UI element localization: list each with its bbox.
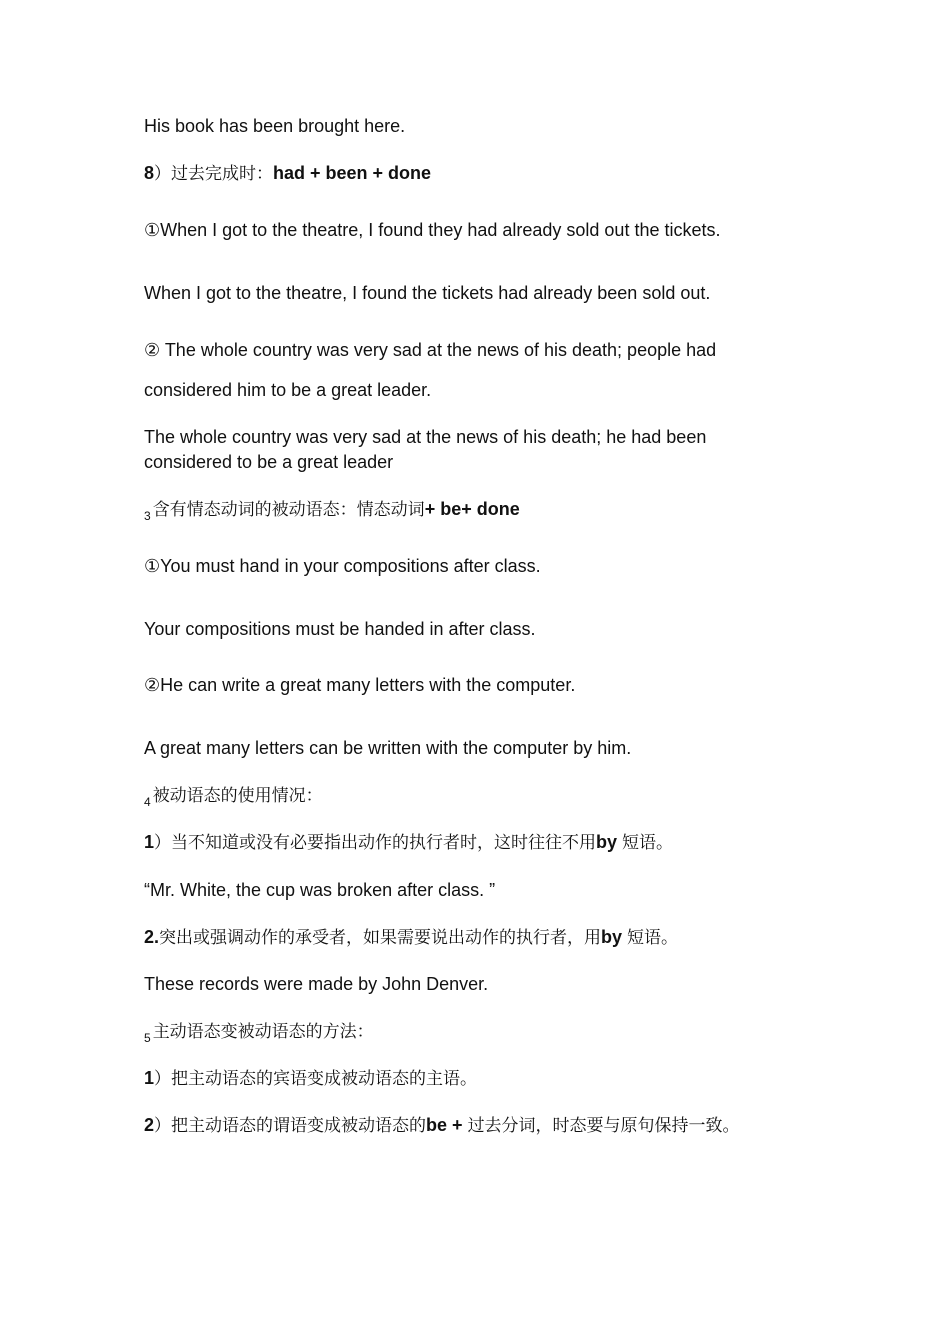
section-number: 4: [144, 795, 151, 809]
rule-item: [144, 1113, 789, 1139]
example-sentence: ②He can write a great many letters with the computer.: [144, 675, 576, 695]
formula: + be+ done: [424, 499, 520, 519]
section-number: 5: [144, 1031, 151, 1045]
rule-text: 短语。: [627, 928, 679, 948]
text-line: His book has been brought here.: [144, 116, 406, 136]
item-number: 8: [144, 163, 155, 183]
heading-text: 含有情态动词的被动语态：情态动词: [152, 500, 425, 520]
item-number: 1: [144, 832, 155, 852]
example-sentence: considered him to be a great leader.: [144, 380, 432, 400]
item-number: 2.: [144, 927, 160, 947]
heading-text: 主动语态变被动语态的方法：: [152, 1022, 374, 1042]
example-sentence: A great many letters can be written with the computer by him.: [144, 738, 632, 758]
example-sentence: ①You must hand in your compositions after class.: [144, 556, 541, 576]
example-sentence: “Mr. White, the cup was broken after class. ”: [144, 880, 496, 900]
example-sentence: ①When I got to the theatre, I found they had already sold out the tickets.: [144, 220, 721, 240]
heading-text: ）过去完成时：: [154, 164, 274, 184]
rule-text: 过去分词，时态要与原句保持一致。: [467, 1116, 740, 1136]
example-sentence: These records were made by John Denver.: [144, 974, 489, 994]
item-number: 1: [144, 1068, 155, 1088]
formula: had + been + done: [273, 163, 432, 183]
heading-text: 被动语态的使用情况：: [152, 786, 323, 806]
section-number: 3: [144, 509, 151, 523]
example-sentence: Your compositions must be handed in after class.: [144, 619, 536, 639]
rule-item: [144, 925, 678, 950]
rule-text: ）把主动语态的宾语变成被动语态的主语。: [154, 1069, 478, 1089]
rule-text: ）当不知道或没有必要指出动作的执行者时，这时往往不用: [154, 833, 597, 853]
example-sentence: When I got to the theatre, I found the tickets had already been sold out.: [144, 283, 711, 303]
rule-text: 突出或强调动作的承受者，如果需要说出动作的执行者，用: [159, 928, 602, 948]
keyword: by: [596, 832, 618, 852]
heading-past-perfect: [144, 161, 431, 186]
example-sentence: The whole country was very sad at the news of his death; he had been considered to be a great leader: [144, 427, 707, 472]
heading-usage: [144, 783, 323, 809]
rule-item: [144, 830, 673, 855]
example-sentence: ② The whole country was very sad at the news of his death; people had: [144, 340, 717, 360]
keyword: by: [601, 927, 623, 947]
heading-modal-passive: [144, 497, 520, 523]
formula: be +: [426, 1115, 463, 1135]
rule-text: 短语。: [622, 833, 674, 853]
rule-text: ）把主动语态的谓语变成被动语态的: [154, 1116, 427, 1136]
rule-item: [144, 1066, 477, 1091]
heading-conversion: [144, 1019, 374, 1045]
item-number: 2: [144, 1115, 155, 1135]
